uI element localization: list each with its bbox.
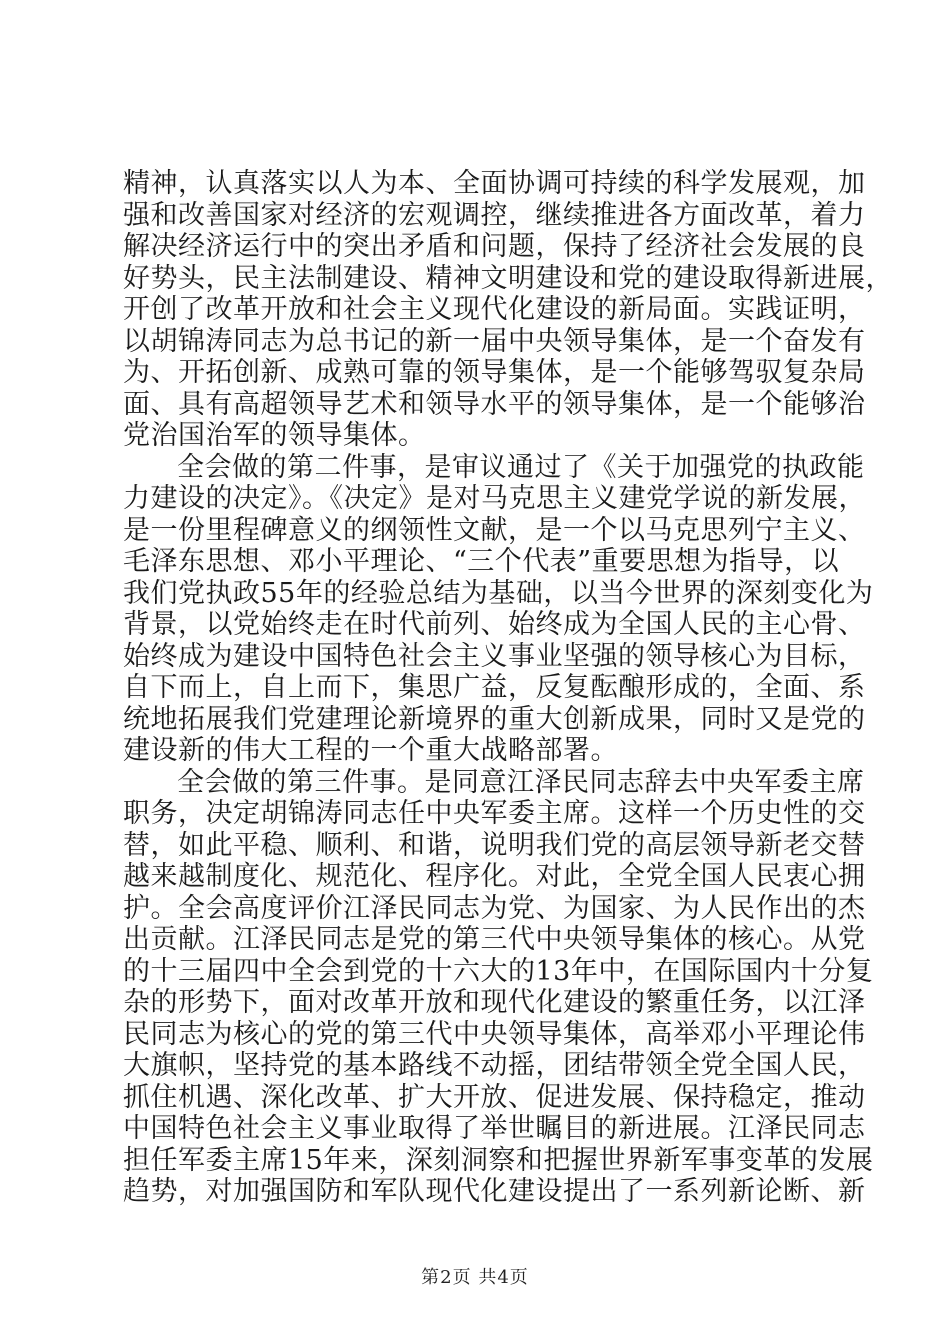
text-line: 民同志为核心的党的第三代中央领导集体，高举邓小平理论伟 [123,1018,866,1050]
document-body [123,168,893,1208]
text-line: 担任军委主席15年来，深刻洞察和把握世界新军事变革的发展 [123,1144,874,1176]
text-line: 抓住机遇、深化改革、扩大开放、促进发展、保持稳定，推动 [123,1081,866,1113]
text-line: 为、开拓创新、成熟可靠的领导集体，是一个能够驾驭复杂局 [123,357,866,388]
paragraph-3 [123,766,874,1208]
text-line: 的十三届四中全会到党的十六大的13年中，在国际国内十分复 [123,955,874,987]
text-line: 替，如此平稳、顺利、和谐，说明我们党的高层领导新老交替 [123,829,866,861]
paragraph-2 [123,451,874,767]
text-line: 统地拓展我们党建理论新境界的重大创新成果，同时又是党的 [123,703,866,735]
text-line: 全会做的第二件事，是审议通过了《关于加强党的执政能 [177,451,865,483]
paragraph-1 [123,168,893,452]
text-line: 精神，认真落实以人为本、全面协调可持续的科学发展观，加 [123,168,866,199]
text-line: 杂的形势下，面对改革开放和现代化建设的繁重任务，以江泽 [123,987,866,1018]
text-line: 趋势，对加强国防和军队现代化建设提出了一系列新论断、新 [123,1176,866,1207]
text-line: 强和改善国家对经济的宏观调控，继续推进各方面改革，着力 [123,199,866,231]
text-line: 力建设的决定》。《决定》是对马克思主义建党学说的新发展， [123,483,866,514]
text-line: 党治国治军的领导集体。 [123,420,426,451]
text-line: 开创了改革开放和社会主义现代化建设的新局面。实践证明， [123,294,866,325]
page-number-footer: 第2页 共4页 [421,1267,529,1288]
text-line: 始终成为建设中国特色社会主义事业坚强的领导核心为目标， [123,640,866,672]
text-line: 越来越制度化、规范化、程序化。对此，全党全国人民衷心拥 [123,861,866,892]
text-line: 全会做的第三件事。是同意江泽民同志辞去中央军委主席 [177,766,865,798]
text-line: 解决经济运行中的突出矛盾和问题，保持了经济社会发展的良 [123,231,866,262]
text-line: 面、具有高超领导艺术和领导水平的领导集体，是一个能够治 [123,388,866,420]
text-line: 我们党执政55年的经验总结为基础，以当今世界的深刻变化为 [123,577,874,609]
text-line: 是一份里程碑意义的纲领性文献，是一个以马克思列宁主义、 [123,514,866,546]
text-line: 大旗帜，坚持党的基本路线不动摇，团结带领全党全国人民， [123,1050,866,1081]
text-line: 出贡献。江泽民同志是党的第三代中央领导集体的核心。从党 [123,924,866,955]
text-line: 建设新的伟大工程的一个重大战略部署。 [123,735,618,766]
text-line: 背景，以党始终走在时代前列、始终成为全国人民的主心骨、 [123,609,866,640]
text-line: 毛泽东思想、邓小平理论、“三个代表”重要思想为指导，以 [123,546,840,577]
text-line: 好势头，民主法制建设、精神文明建设和党的建设取得新进展， [123,262,893,294]
text-line: 职务，决定胡锦涛同志任中央军委主席。这样一个历史性的交 [123,798,866,829]
text-line: 自下而上，自上而下，集思广益，反复酝酿形成的，全面、系 [123,672,866,703]
text-line: 护。全会高度评价江泽民同志为党、为国家、为人民作出的杰 [123,892,866,924]
text-line: 以胡锦涛同志为总书记的新一届中央领导集体，是一个奋发有 [123,325,866,357]
text-line: 中国特色社会主义事业取得了举世瞩目的新进展。江泽民同志 [123,1113,866,1144]
